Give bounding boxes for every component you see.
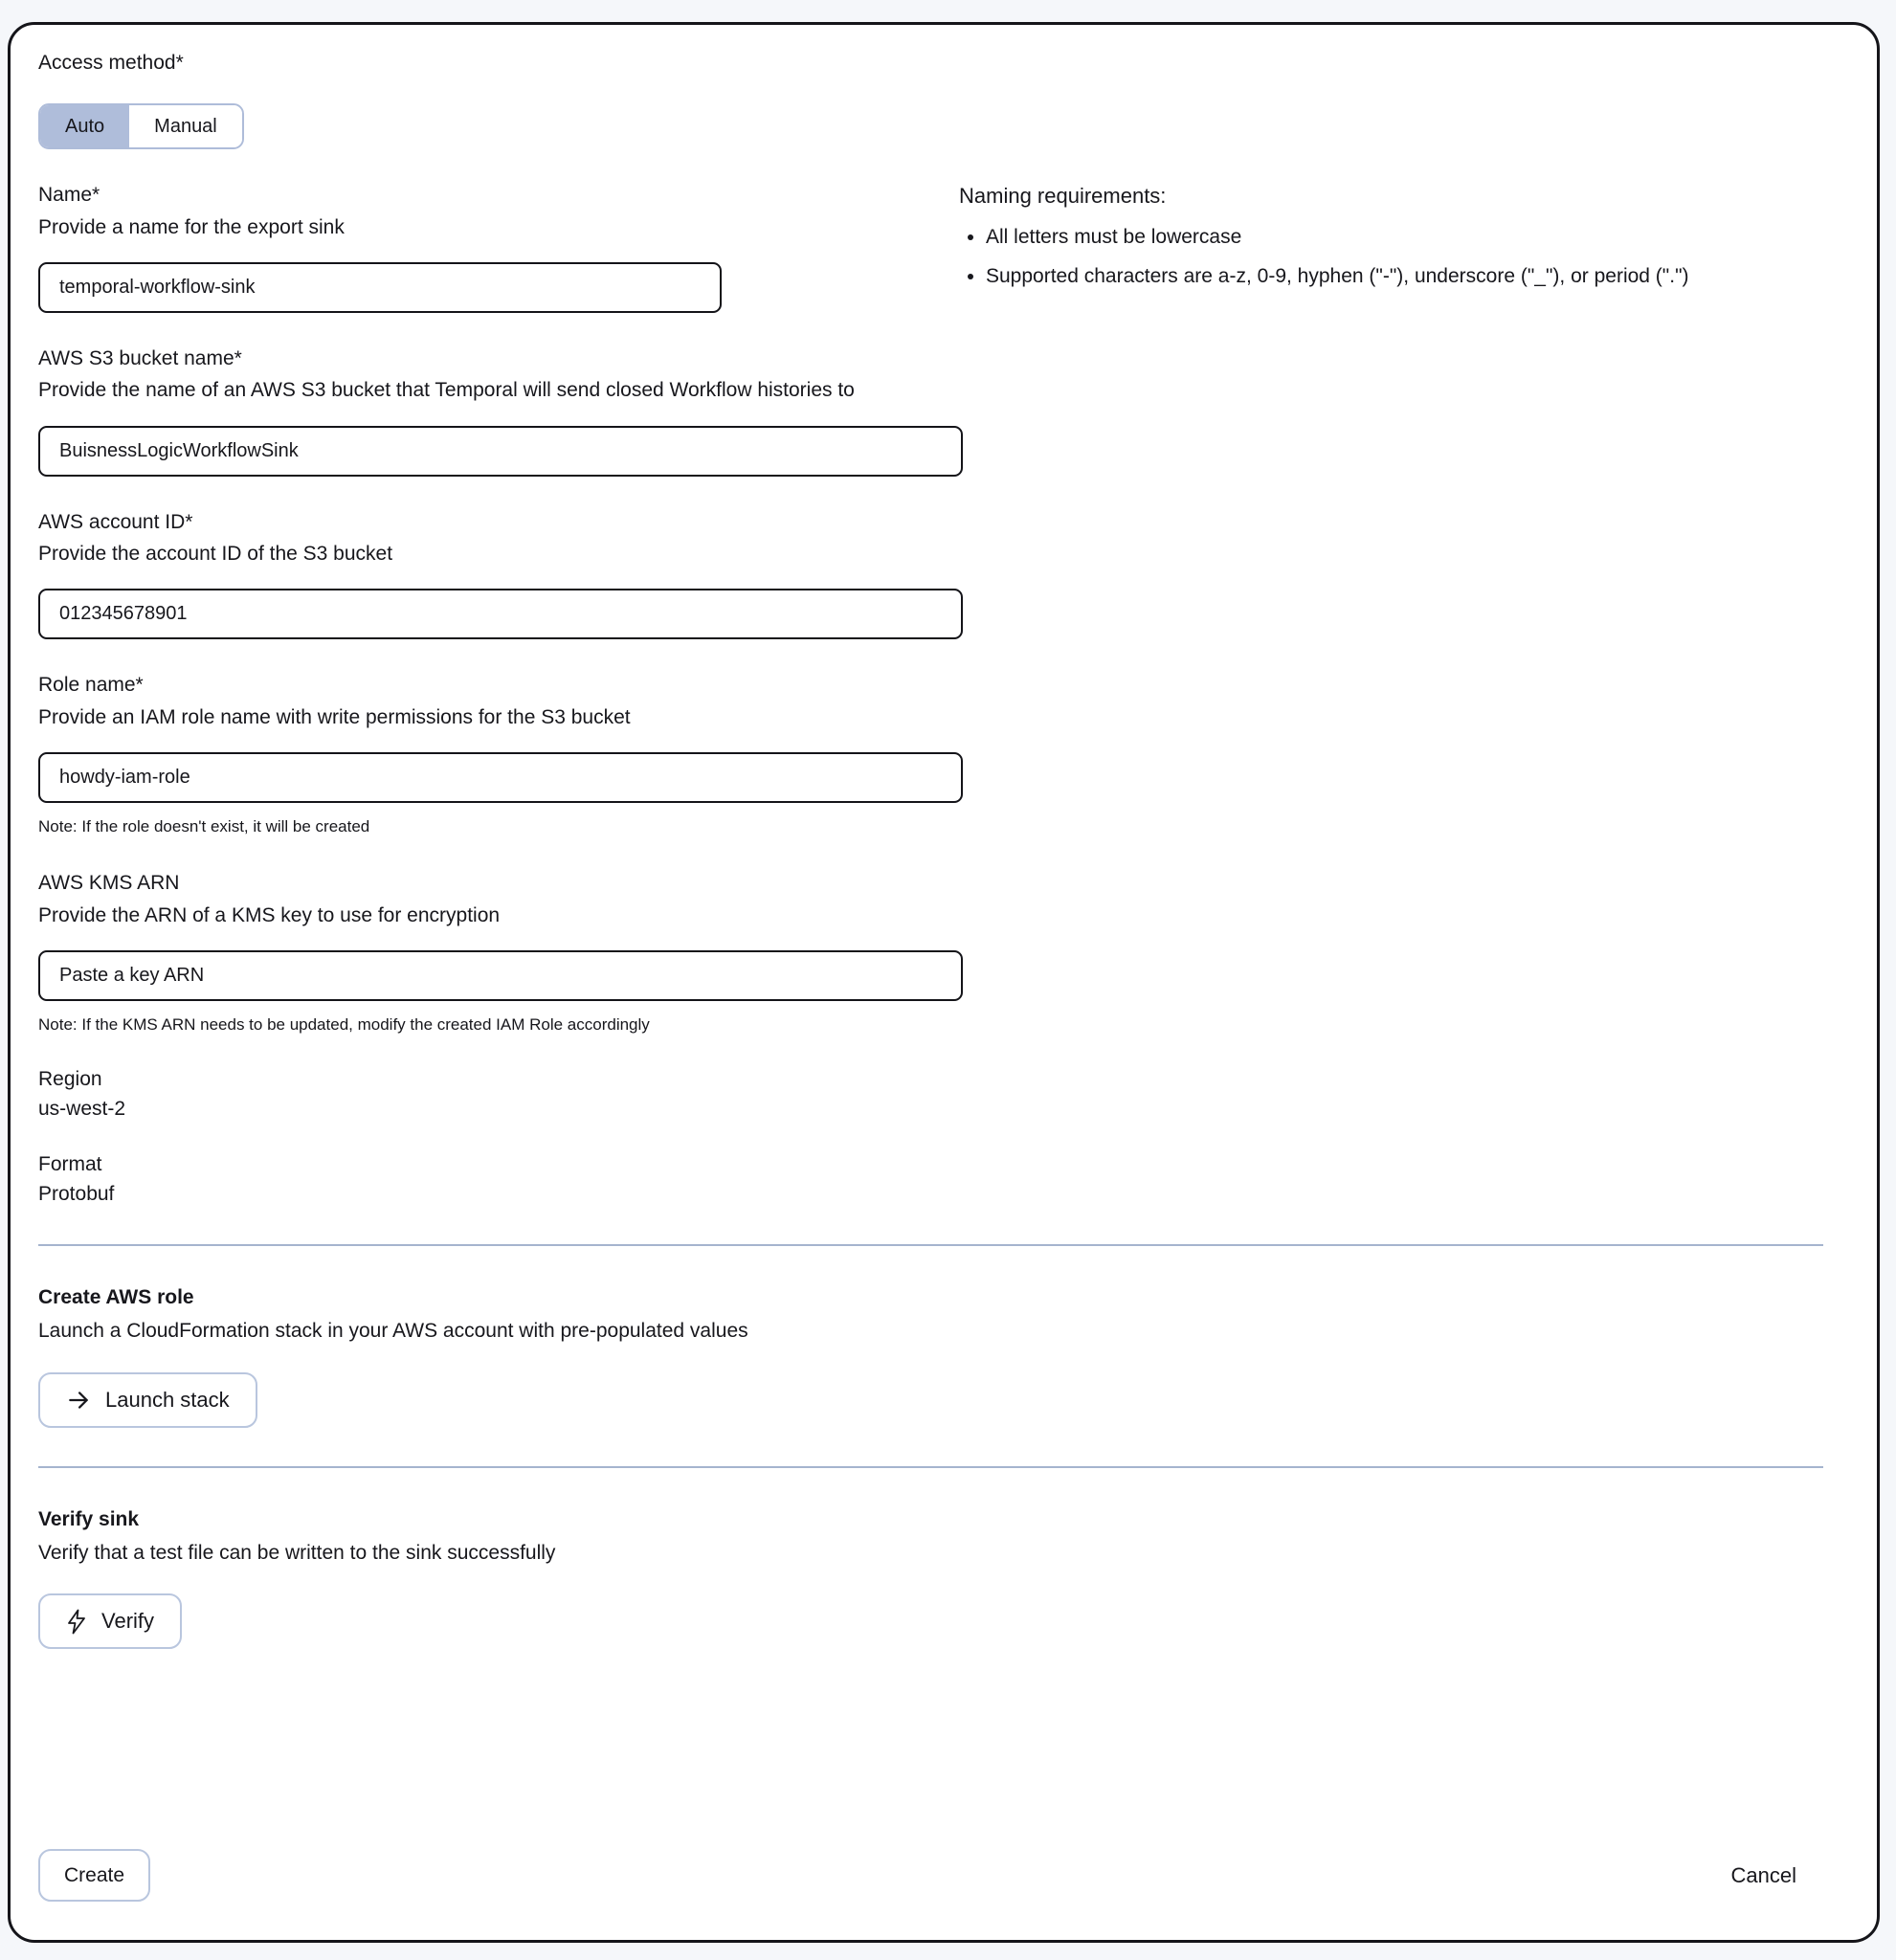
s3-bucket-input[interactable]: [38, 426, 963, 477]
section-divider: [38, 1466, 1823, 1468]
name-input[interactable]: [38, 262, 722, 313]
naming-requirements-list: [959, 222, 1801, 291]
access-method-option-auto[interactable]: Auto: [40, 105, 129, 147]
verify-button[interactable]: [38, 1593, 182, 1649]
account-id-field-group: [38, 509, 1823, 640]
naming-requirement-item: • All letters must be lowercase: [986, 222, 1801, 253]
access-method-toggle: [38, 103, 244, 149]
name-label: Name*: [38, 184, 100, 207]
role-name-note: Note: If the role doesn't exist, it will be created: [38, 817, 370, 836]
account-id-input[interactable]: [38, 589, 963, 639]
role-name-label: Role name*: [38, 674, 144, 697]
name-description: Provide a name for the export sink: [38, 215, 345, 238]
naming-requirements-title: Naming requirements:: [959, 184, 1167, 209]
kms-arn-field-group: [38, 870, 1823, 1036]
launch-stack-button-label: Launch stack: [105, 1387, 230, 1412]
verify-button-label: Verify: [101, 1609, 155, 1634]
account-id-description: Provide the account ID of the S3 bucket: [38, 543, 393, 566]
kms-arn-description: Provide the ARN of a KMS key to use for encryption: [38, 903, 501, 926]
lightning-bolt-icon: [66, 1609, 87, 1635]
account-id-label: AWS account ID*: [38, 510, 193, 533]
verify-sink-description: Verify that a test file can be written to the sink successfully: [38, 1542, 556, 1564]
s3-bucket-label: AWS S3 bucket name*: [38, 347, 242, 370]
export-sink-form: [8, 22, 1880, 1943]
form-footer: [38, 1849, 1823, 1902]
cancel-link[interactable]: Cancel: [1730, 1862, 1796, 1887]
s3-bucket-description: Provide the name of an AWS S3 bucket that Temporal will send closed Workflow histories to: [38, 379, 855, 402]
s3-bucket-field-group: [38, 345, 1823, 477]
naming-requirements: [959, 182, 1801, 313]
naming-requirement-item: • Supported characters are a-z, 0-9, hyphen ("-"), underscore ("_"), or period ("."): [986, 261, 1801, 292]
create-button[interactable]: [38, 1849, 150, 1902]
section-divider: [38, 1244, 1823, 1246]
access-method-option-manual[interactable]: Manual: [129, 105, 242, 147]
create-aws-role-title: Create AWS role: [38, 1285, 194, 1308]
region-readonly-group: [38, 1068, 1823, 1121]
format-label: Format: [38, 1152, 102, 1175]
create-aws-role-description: Launch a CloudFormation stack in your AWS account with pre-populated values: [38, 1320, 748, 1343]
role-name-description: Provide an IAM role name with write permissions for the S3 bucket: [38, 705, 631, 728]
kms-arn-label: AWS KMS ARN: [38, 872, 180, 895]
kms-arn-note: Note: If the KMS ARN needs to be updated, modify the created IAM Role accordingly: [38, 1014, 650, 1034]
create-button-label: Create: [64, 1863, 125, 1886]
role-name-input[interactable]: [38, 752, 963, 803]
arrow-right-icon: [66, 1388, 91, 1413]
kms-arn-input[interactable]: [38, 950, 963, 1001]
access-method-label: Access method*: [38, 52, 184, 74]
role-name-field-group: [38, 672, 1823, 837]
verify-sink-title: Verify sink: [38, 1507, 140, 1530]
name-and-requirements-row: [38, 182, 1823, 313]
launch-stack-button[interactable]: [38, 1372, 257, 1428]
region-label: Region: [38, 1067, 102, 1090]
format-readonly-group: [38, 1153, 1823, 1206]
region-value: us-west-2: [38, 1097, 126, 1120]
name-field-group: [38, 182, 722, 313]
format-value: Protobuf: [38, 1182, 115, 1205]
